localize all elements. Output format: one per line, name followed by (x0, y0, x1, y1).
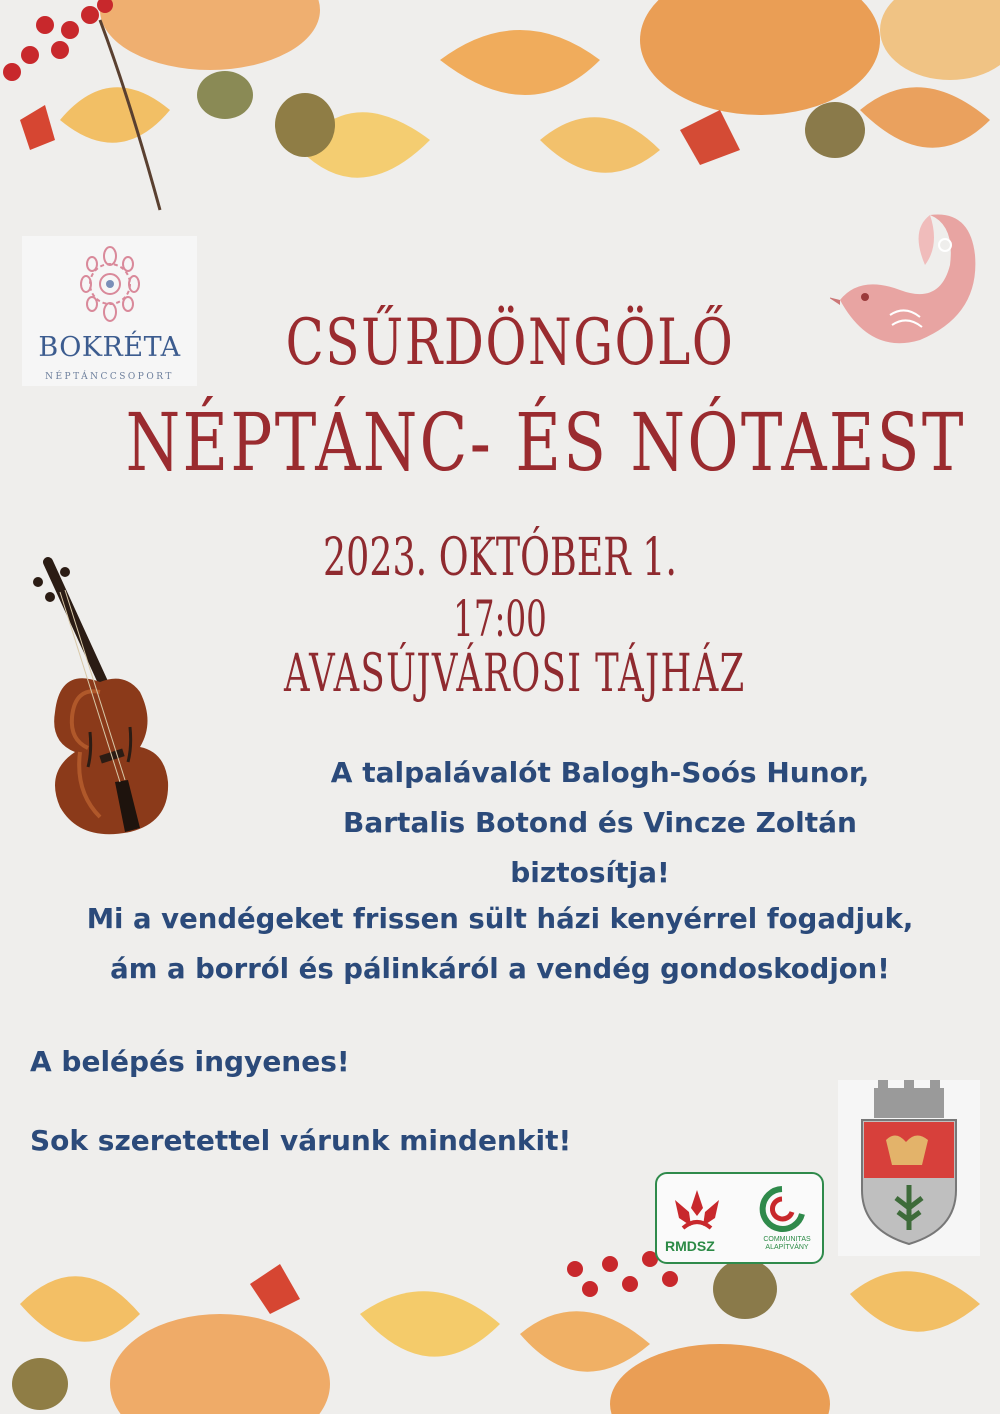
autumn-leaves-bottom-decoration (0, 1244, 1000, 1414)
performers-line1: A talpalávalót Balogh-Soós Hunor, (330, 756, 870, 789)
communitas-logo-icon (752, 1184, 812, 1234)
municipal-coat-of-arms (838, 1080, 980, 1256)
coat-of-arms-icon (856, 1080, 962, 1250)
communitas-label: COMMUNITAS ALAPÍTVÁNY (763, 1236, 811, 1251)
performers-line3: biztosítja! (510, 856, 670, 889)
rmdsz-label: RMDSZ (665, 1238, 715, 1254)
event-title-line1: CSŰRDÖNGÖLŐ (285, 306, 735, 380)
hospitality-line1: Mi a vendégeket frissen sült házi kenyérrel fogadjuk, (86, 903, 914, 935)
folk-rosette-icon (80, 240, 140, 328)
entry-info: A belépés ingyenes! (30, 1045, 350, 1078)
performers-line2: Bartalis Botond és Vincze Zoltán (343, 806, 857, 839)
folk-bird-icon (830, 205, 980, 365)
bokreta-logo (22, 236, 197, 386)
rmdsz-tulip-icon (669, 1186, 725, 1234)
event-place: AVASÚJVÁROSI TÁJHÁZ (284, 644, 746, 704)
welcome-text: Sok szeretettel várunk mindenkit! (30, 1124, 572, 1157)
event-time: 17:00 (453, 590, 547, 648)
hospitality-line2: ám a borról és pálinkáról a vendég gondoskodjon! (110, 953, 890, 985)
logo-subtitle: NÉPTÁNCCSOPORT (45, 372, 174, 382)
event-date: 2023. OKTÓBER 1. (323, 528, 677, 588)
event-title-line2: NÉPTÁNC- ÉS NÓTAEST (125, 396, 966, 489)
sponsor-logo-box (655, 1172, 824, 1264)
logo-name: BOKRÉTA (38, 332, 181, 363)
violin-icon (20, 552, 180, 842)
autumn-leaves-top-decoration (0, 0, 1000, 240)
